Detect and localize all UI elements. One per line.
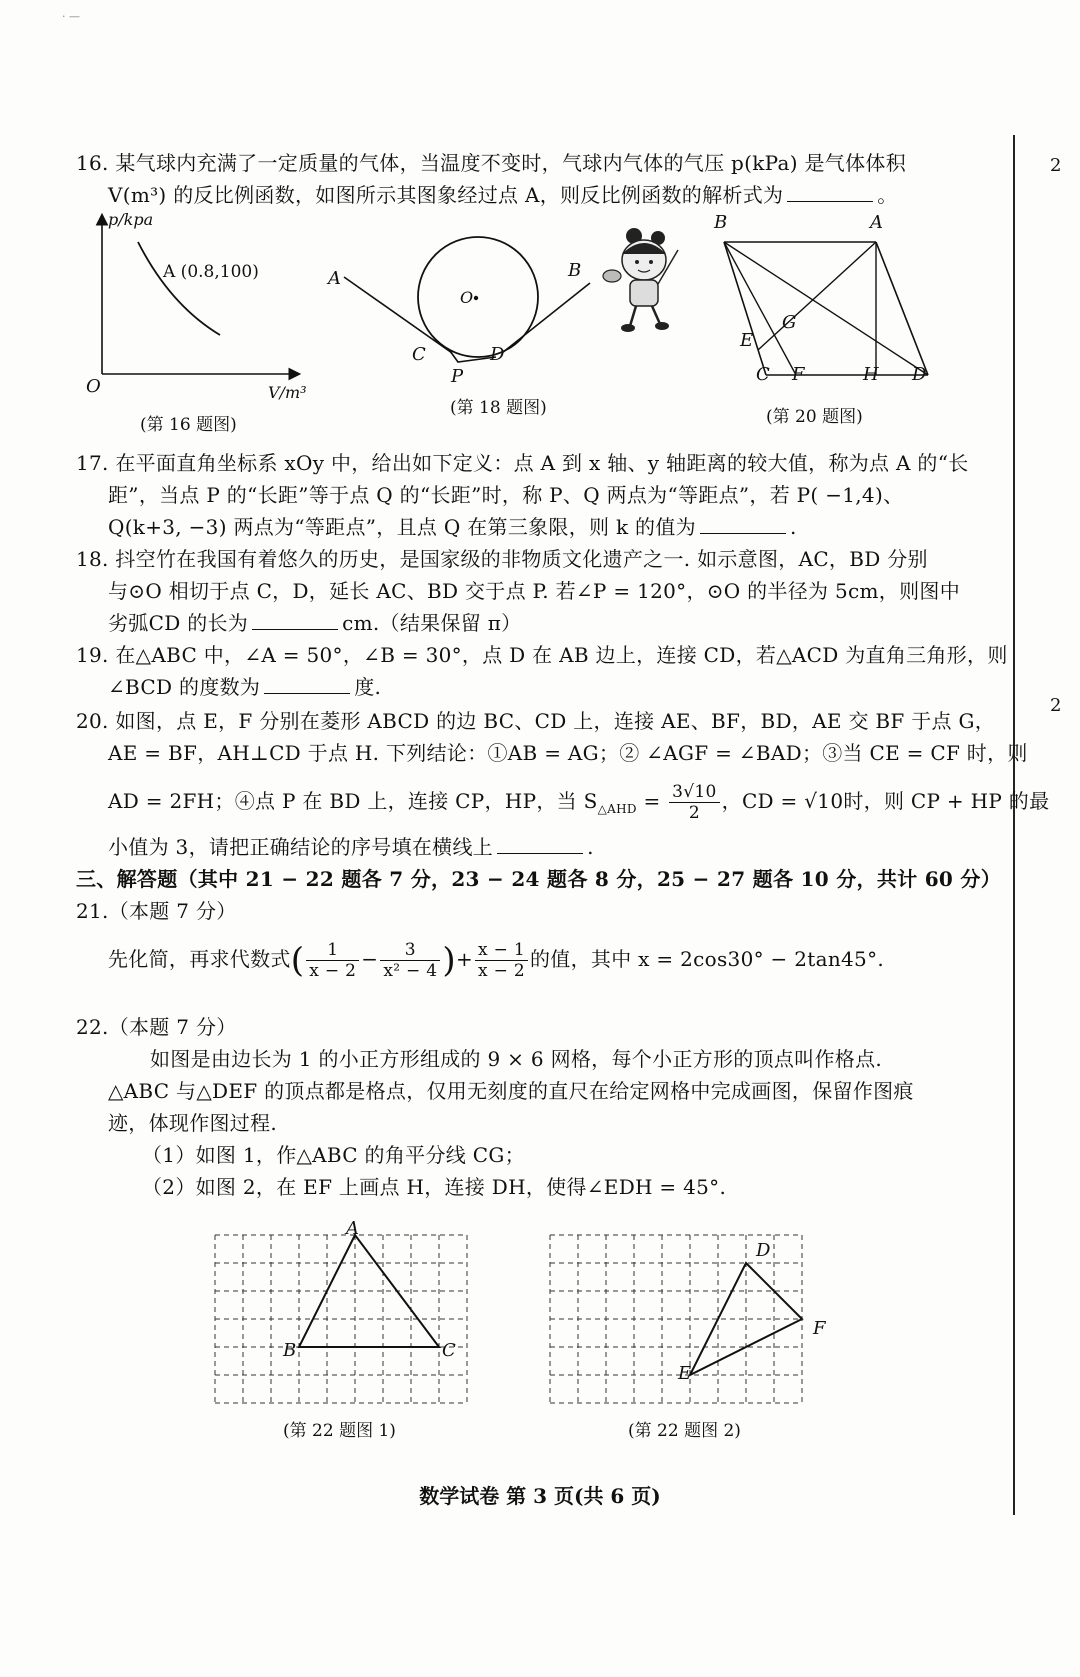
- q16-y-label: p/kpa: [108, 210, 154, 229]
- segment-ae: [758, 242, 876, 350]
- q22-line1: 如图是由边长为 1 的小正方形组成的 9 × 6 网格，每个小正方形的顶点叫作格点.: [150, 1047, 883, 1071]
- q16-figure: [80, 210, 310, 400]
- q20-line3-text: AD = 2FH；④点 P 在 BD 上，连接 CP，HP，当 S: [108, 789, 598, 813]
- diagonal-bd: [724, 242, 928, 375]
- mascot-illustration: [600, 228, 690, 338]
- q22-line2: △ABC 与△DEF 的顶点都是格点，仅用无刻度的直尺在给定网格中完成画图，保留作图痕: [108, 1079, 914, 1103]
- q20-line3-end: ，CD = √10时，则 CP + HP 的最: [721, 789, 1050, 813]
- q18-line1: 18. 抖空竹在我国有着悠久的历史，是国家级的非物质文化遗产之一. 如示意图，AC，BD 分别: [76, 547, 928, 571]
- area-subscript: △AHD: [597, 802, 637, 816]
- label-D: D: [490, 344, 505, 365]
- label-A: A: [328, 268, 341, 289]
- hyperbola-curve: [138, 242, 220, 335]
- q16-origin: O: [86, 376, 101, 397]
- label-B: B: [714, 212, 728, 233]
- answer-blank: [497, 835, 583, 854]
- label-B: B: [283, 1340, 297, 1361]
- q20-line4: [108, 833, 594, 861]
- q21-condition: 的值，其中 x = 2cos30° − 2tan45°.: [530, 947, 885, 971]
- label-D: D: [912, 364, 927, 385]
- q22-part2: （2）如图 2，在 EF 上画点 H，连接 DH，使得∠EDH = 45°.: [142, 1175, 727, 1199]
- label-C: C: [756, 364, 770, 385]
- label-D: D: [756, 1240, 771, 1261]
- q20-line1: 20. 如图，点 E，F 分别在菱形 ABCD 的边 BC、CD 上，连接 AE、BF，BD，AE 交 BF 于点 G，: [76, 709, 996, 733]
- fig1-caption: (第 22 题图 1): [283, 1421, 396, 1441]
- q16-x-label: V/m³: [268, 383, 307, 402]
- answer-blank: [787, 183, 873, 202]
- q16-line2-end: 。: [877, 183, 898, 207]
- margin-number: 2: [1050, 155, 1062, 176]
- corner-mark: · —: [62, 10, 80, 23]
- q20-line2: AE = BF，AH⊥CD 于点 H. 下列结论：①AB = AG；② ∠AGF = ∠BAD；③当 CE = CF 时，则: [108, 741, 1028, 765]
- minus-sign: −: [361, 947, 379, 971]
- fraction: [475, 940, 528, 981]
- fraction-denominator: x² − 4: [383, 961, 438, 981]
- q21-expression: [108, 934, 884, 986]
- margin-number: 2: [1050, 695, 1062, 716]
- fraction-numerator: 3: [380, 940, 440, 961]
- q21-text: 先化简，再求代数式: [108, 947, 291, 971]
- q18-line2: 与⊙O 相切于点 C，D，延长 AC、BD 交于点 P. 若∠P = 120°，⊙O 的半径为 5cm，则图中: [108, 579, 960, 603]
- label-F: F: [813, 1318, 826, 1339]
- label-P: P: [451, 366, 464, 387]
- fraction: [669, 782, 719, 823]
- fraction-denominator: x − 2: [309, 961, 357, 981]
- q16-line2: [108, 181, 898, 209]
- right-paren: ): [442, 940, 456, 981]
- page-footer: 数学试卷 第 3 页(共 6 页): [419, 1484, 661, 1508]
- q17-line2: 距”，当点 P 的“长距”等于点 Q 的“长距”时，称 P、Q 两点为“等距点”，若 P( −1,4)、: [108, 483, 904, 507]
- q18-line3-end: cm.（结果保留 π）: [342, 611, 522, 635]
- q20-line4-end: .: [587, 835, 594, 859]
- fraction-denominator: x − 2: [478, 961, 525, 981]
- equals-sign: =: [636, 789, 668, 813]
- q16-point-label: A (0.8,100): [163, 262, 259, 282]
- q18-line3: [108, 609, 521, 637]
- fraction-denominator: 2: [688, 803, 700, 823]
- q19-line2-end: 度.: [354, 675, 382, 699]
- q20-figure: [700, 230, 970, 390]
- q17-line3: [108, 513, 797, 541]
- label-G: G: [782, 312, 797, 333]
- q19-line1: 19. 在△ABC 中，∠A = 50°，∠B = 30°，点 D 在 AB 边上，连接 CD，若△ACD 为直角三角形，则: [76, 643, 1008, 667]
- q18-caption: (第 18 题图): [450, 398, 547, 418]
- answer-blank: [700, 515, 786, 534]
- fraction-numerator: x − 1: [475, 940, 528, 961]
- fraction-numerator: 3√10: [669, 782, 719, 803]
- fraction: [380, 940, 440, 981]
- q19-line2-text: ∠BCD 的度数为: [108, 675, 261, 699]
- label-B: B: [568, 260, 582, 281]
- q18-figure: [330, 225, 630, 395]
- plus-sign: +: [455, 947, 474, 971]
- q19-line2: [108, 673, 381, 701]
- q22-line3: 迹，体现作图过程.: [108, 1111, 278, 1135]
- answer-blank: [264, 675, 350, 694]
- label-E: E: [678, 1363, 692, 1384]
- label-F: F: [792, 364, 805, 385]
- q20-caption: (第 20 题图): [766, 407, 863, 427]
- center-point: [474, 296, 478, 300]
- q20-line4-text: 小值为 3，请把正确结论的序号填在横线上: [108, 835, 494, 859]
- side-ad: [876, 242, 928, 375]
- q20-line3: [108, 782, 1049, 823]
- q22-heading: 22.（本题 7 分）: [76, 1015, 237, 1039]
- label-O: O: [460, 288, 474, 307]
- label-A: A: [346, 1218, 359, 1239]
- label-E: E: [740, 330, 754, 351]
- q17-line3-text: Q(k+3, −3) 两点为“等距点”，且点 Q 在第三象限，则 k 的值为: [108, 515, 696, 539]
- fraction-numerator: 1: [306, 940, 359, 961]
- tangent-bd: [502, 283, 590, 353]
- label-A: A: [870, 212, 883, 233]
- q17-line1: 17. 在平面直角坐标系 xOy 中，给出如下定义：点 A 到 x 轴、y 轴距离的较大值，称为点 A 的“长: [76, 451, 969, 475]
- section-heading: 三、解答题（其中 21 − 22 题各 7 分，23 − 24 题各 8 分，25 − 27 题各 10 分，共计 60 分）: [76, 867, 1001, 891]
- q16-line2-text: V(m³) 的反比例函数，如图所示其图象经过点 A，则反比例函数的解析式为: [108, 183, 784, 207]
- left-paren: (: [290, 940, 305, 981]
- fig2-caption: (第 22 题图 2): [628, 1421, 741, 1441]
- label-H: H: [863, 364, 879, 385]
- label-C: C: [442, 1340, 456, 1361]
- fraction: [306, 940, 359, 981]
- q16-line1: 16. 某气球内充满了一定质量的气体，当温度不变时，气球内气体的气压 p(kPa) 是气体体积: [76, 151, 906, 175]
- margin-rule: [1013, 135, 1015, 1515]
- tangent-ac: [344, 277, 452, 353]
- label-C: C: [412, 344, 426, 365]
- q22-part1: （1）如图 1，作△ABC 的角平分线 CG；: [142, 1143, 525, 1167]
- grid-figure-1: [215, 1235, 467, 1403]
- q16-caption: (第 16 题图): [140, 415, 237, 435]
- answer-blank: [252, 611, 338, 630]
- q17-line3-end: .: [789, 515, 797, 539]
- q18-line3-text: 劣弧CD 的长为: [108, 611, 249, 635]
- q21-heading: 21.（本题 7 分）: [76, 899, 237, 923]
